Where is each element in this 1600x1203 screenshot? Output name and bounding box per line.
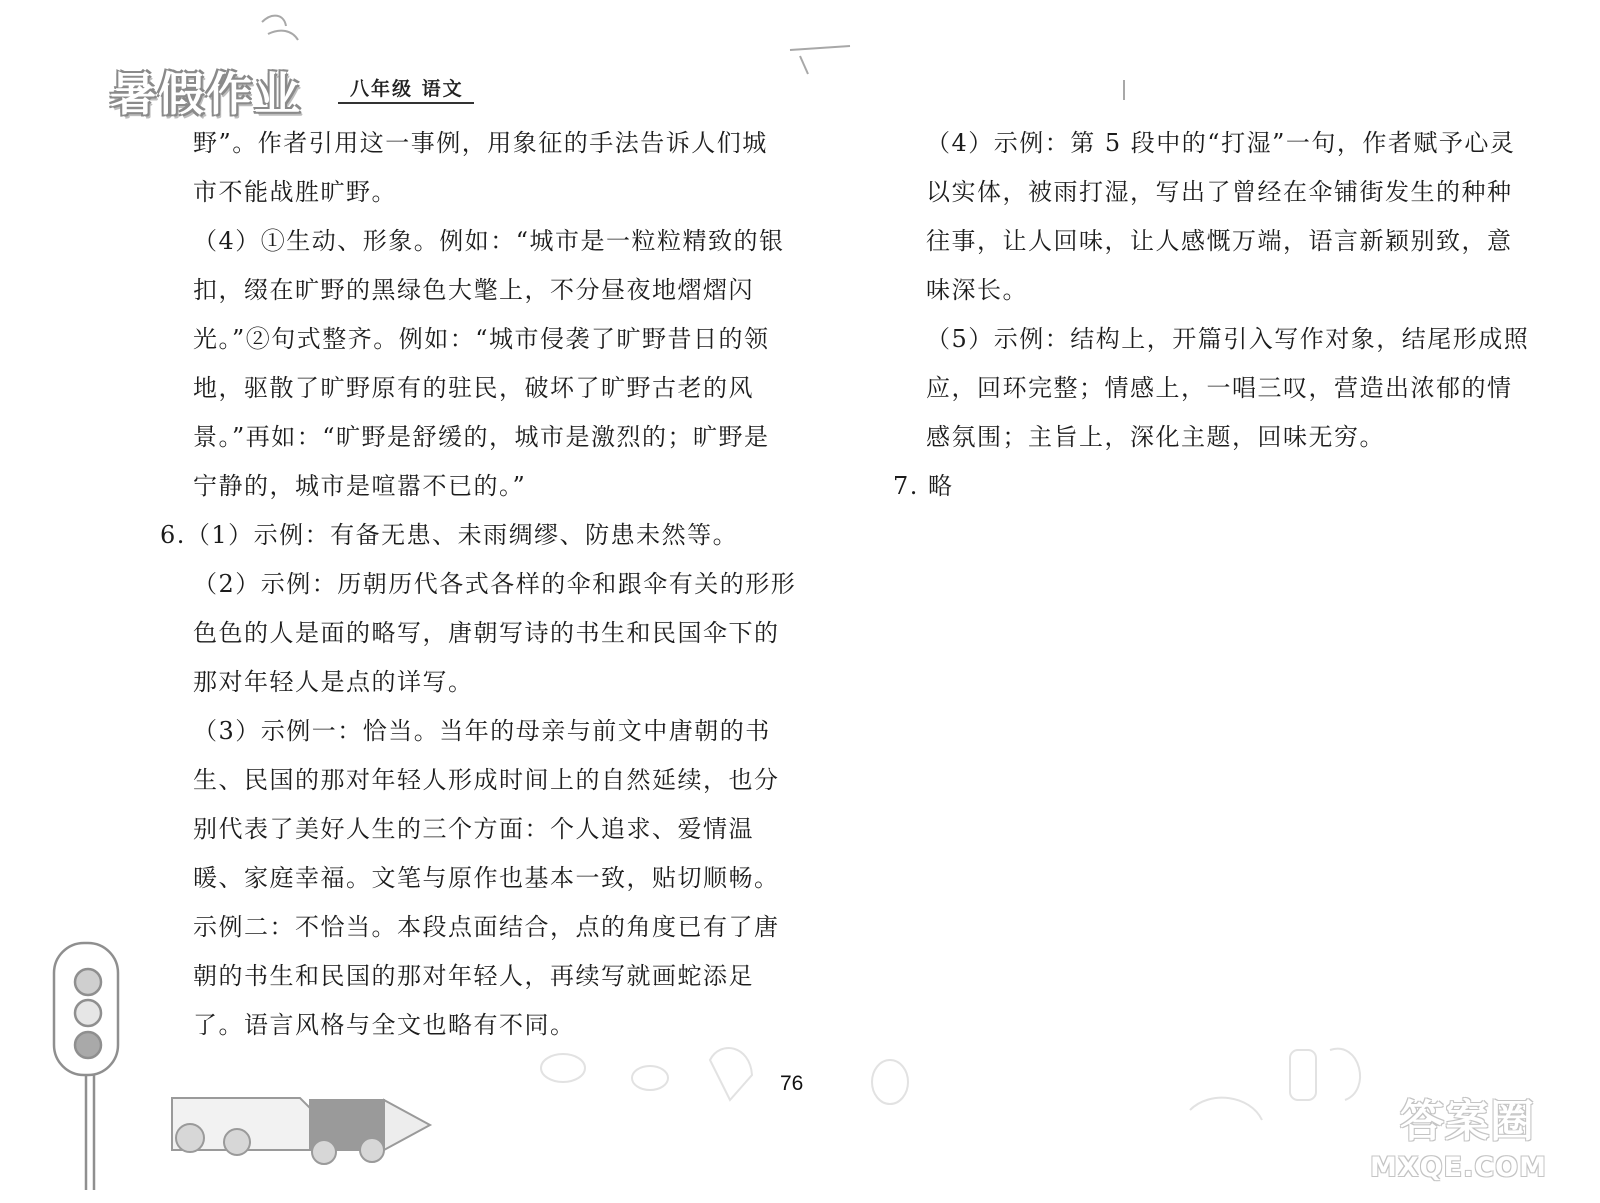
- text-line: 光。”②句式整齐。例如：“城市侵袭了旷野昔日的领: [193, 325, 770, 353]
- text-line: （3）示例一：恰当。当年的母亲与前文中唐朝的书: [193, 717, 771, 745]
- page-number: 76: [780, 1072, 804, 1095]
- subtitle-rule: [338, 102, 474, 104]
- text-line: 感氛围；主旨上，深化主题，回味无穷。: [926, 423, 1385, 451]
- series-logo: 暑假作业: [110, 67, 302, 121]
- text-line: 暖、家庭幸福。文笔与原作也基本一致，贴切顺畅。: [193, 864, 780, 892]
- text-line: （4）示例：第 5 段中的“打湿”一句，作者赋予心灵: [926, 129, 1516, 157]
- question-6-line: 6.（1）示例：有备无患、未雨绸缪、防患未然等。: [160, 521, 739, 549]
- text-line: 地，驱散了旷野原有的驻民，破坏了旷野古老的风: [193, 374, 754, 402]
- text-line: 生、民国的那对年轻人形成时间上的自然延续，也分: [193, 766, 780, 794]
- text-line: （5）示例：结构上，开篇引入写作对象，结尾形成照: [926, 325, 1530, 353]
- text-line: 扣，缀在旷野的黑绿色大氅上，不分昼夜地熠熠闪: [193, 276, 754, 304]
- question-7-line: 7. 略: [893, 472, 954, 500]
- text-line: 味深长。: [926, 276, 1028, 304]
- text-line: 示例二：不恰当。本段点面结合，点的角度已有了唐: [193, 913, 780, 941]
- text-line: 别代表了美好人生的三个方面：个人追求、爱情温: [193, 815, 754, 843]
- watermark-url: MXQE.COM: [1370, 1152, 1547, 1183]
- text-line: 朝的书生和民国的那对年轻人，再续写就画蛇添足: [193, 962, 754, 990]
- text-line: 景。”再如：“旷野是舒缓的，城市是激烈的；旷野是: [193, 423, 770, 451]
- watermark-logo: 答案圈: [1400, 1096, 1535, 1147]
- book-subtitle: 八年级 语文: [350, 78, 464, 100]
- text-line: 了。语言风格与全文也略有不同。: [193, 1011, 576, 1039]
- traffic-light-icon: [54, 943, 118, 1190]
- text-line: （2）示例：历朝历代各式各样的伞和跟伞有关的形形: [193, 570, 797, 598]
- toy-train-illustration: [172, 1098, 430, 1164]
- text-line: 以实体，被雨打湿，写出了曾经在伞铺街发生的种种: [926, 178, 1513, 206]
- text-line: 应，回环完整；情感上，一唱三叹，营造出浓郁的情: [926, 374, 1513, 402]
- text-line: 野”。作者引用这一事例，用象征的手法告诉人们城: [193, 129, 768, 157]
- text-line: 宁静的，城市是喧嚣不已的。”: [193, 472, 527, 500]
- text-line: 色色的人是面的略写，唐朝写诗的书生和民国伞下的: [193, 619, 780, 647]
- text-line: 那对年轻人是点的详写。: [193, 668, 474, 696]
- footer-sketches: [541, 1048, 1360, 1120]
- text-line: （4）①生动、形象。例如：“城市是一粒粒精致的银: [193, 227, 785, 255]
- text-line: 市不能战胜旷野。: [193, 178, 397, 206]
- text-line: 往事，让人回味，让人感慨万端，语言新颖别致，意: [926, 227, 1513, 255]
